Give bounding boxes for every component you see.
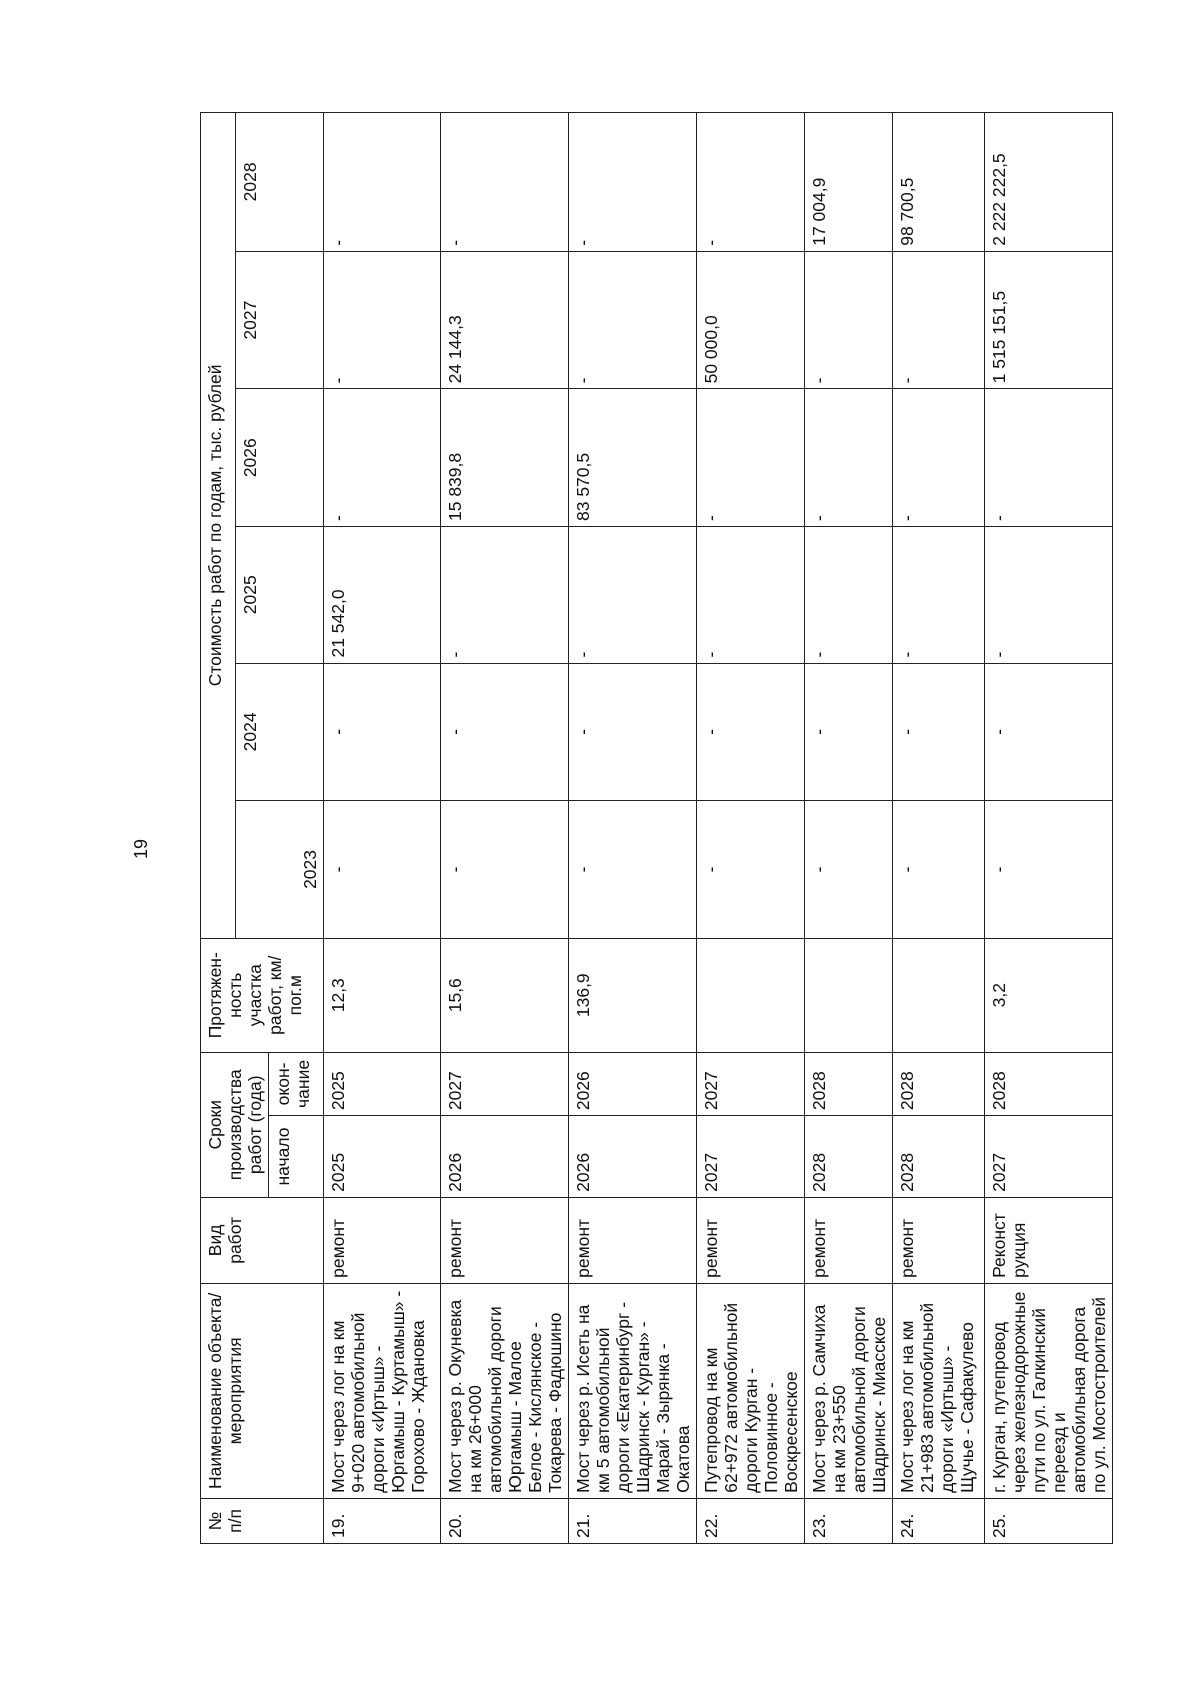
header-start: начало	[269, 1116, 324, 1198]
row-object-name: г. Курган, путепровод через железнодорожные пути по ул. Галкинский переезд и автомобильная дорога по ул. Мостостроителей	[985, 1283, 1113, 1498]
row-cost-2024: -	[893, 663, 985, 801]
row-number: 23.	[805, 1498, 893, 1543]
header-year-2025: 2025	[236, 527, 324, 664]
row-length	[805, 938, 893, 1052]
row-end-year: 2027	[697, 1052, 805, 1115]
header-name: Наименование объекта/ мероприятия	[201, 1283, 324, 1498]
row-length: 136,9	[569, 938, 697, 1052]
row-object-name: Мост через р. Самчиха на км 23+550 автомобильной дороги Шадринск - Миасское	[805, 1283, 893, 1498]
row-length: 12,3	[324, 938, 441, 1052]
row-length	[697, 938, 805, 1052]
header-year-2024: 2024	[236, 663, 324, 801]
header-type: Вид работ	[201, 1197, 324, 1283]
row-cost-2026: 83 570,5	[569, 389, 697, 527]
row-start-year: 2026	[569, 1116, 697, 1198]
row-cost-2027: -	[893, 251, 985, 389]
header-year-2026: 2026	[236, 389, 324, 527]
row-work-type: ремонт	[569, 1197, 697, 1283]
row-cost-2023: -	[893, 801, 985, 939]
row-number: 19.	[324, 1498, 441, 1543]
row-cost-2024: -	[324, 663, 441, 801]
table-header	[201, 113, 324, 1544]
row-end-year: 2027	[441, 1052, 569, 1115]
row-cost-2023: -	[985, 801, 1113, 939]
row-cost-2028: -	[569, 113, 697, 252]
row-cost-2026: 15 839,8	[441, 389, 569, 527]
row-cost-2028: -	[697, 113, 805, 252]
row-cost-2025: -	[569, 527, 697, 664]
header-year-2027: 2027	[236, 251, 324, 389]
row-cost-2027: -	[569, 251, 697, 389]
header-year-2028: 2028	[236, 113, 324, 252]
header-year-2023: 2023	[236, 801, 324, 939]
row-work-type: ремонт	[893, 1197, 985, 1283]
row-cost-2028: -	[441, 113, 569, 252]
row-cost-2024: -	[569, 663, 697, 801]
row-cost-2023: -	[697, 801, 805, 939]
row-cost-2026: -	[697, 389, 805, 527]
row-start-year: 2027	[697, 1116, 805, 1198]
row-cost-2023: -	[569, 801, 697, 939]
rotated-table-container	[200, 112, 1109, 1544]
row-cost-2023: -	[324, 801, 441, 939]
table-row	[805, 113, 893, 1544]
row-object-name: Мост через р. Окуневка на км 26+000 автомобильной дороги Юргамыш - Малое Белое - Кислянское - Токарева - Фадюшино	[441, 1283, 569, 1498]
row-cost-2025: -	[697, 527, 805, 664]
row-number: 21.	[569, 1498, 697, 1543]
row-number: 20.	[441, 1498, 569, 1543]
row-length	[893, 938, 985, 1052]
row-length: 15,6	[441, 938, 569, 1052]
header-period-group: Сроки производства работ (года)	[201, 1052, 269, 1197]
row-end-year: 2025	[324, 1052, 441, 1115]
header-number: № п/п	[201, 1498, 324, 1543]
page-number: 19	[131, 838, 151, 860]
row-start-year: 2028	[893, 1116, 985, 1198]
row-object-name: Мост через лог на км 9+020 автомобильной дороги «Иртыш» - Юргамыш - Куртамыш» - Горохово - Ждановка	[324, 1283, 441, 1498]
row-cost-2025: -	[985, 527, 1113, 664]
row-end-year: 2026	[569, 1052, 697, 1115]
row-cost-2023: -	[441, 801, 569, 939]
row-start-year: 2026	[441, 1116, 569, 1198]
row-cost-2024: -	[805, 663, 893, 801]
row-cost-2025: -	[441, 527, 569, 664]
row-cost-2028: 98 700,5	[893, 113, 985, 252]
row-object-name: Мост через р. Исеть на км 5 автомобильной дороги «Екатеринбург - Шадринск - Курган» - Марай - Зырянка - Окатова	[569, 1283, 697, 1498]
row-cost-2027: 24 144,3	[441, 251, 569, 389]
row-work-type: ремонт	[805, 1197, 893, 1283]
row-cost-2026: -	[324, 389, 441, 527]
row-object-name: Мост через лог на км 21+983 автомобильной дороги «Иртыш» - Щучье - Сафакулево	[893, 1283, 985, 1498]
row-number: 25.	[985, 1498, 1113, 1543]
table-row	[324, 113, 441, 1544]
table-row	[697, 113, 805, 1544]
row-end-year: 2028	[893, 1052, 985, 1115]
row-work-type: ремонт	[324, 1197, 441, 1283]
row-cost-2025: -	[893, 527, 985, 664]
row-cost-2028: 2 222 222,5	[985, 113, 1113, 252]
table-row	[985, 113, 1113, 1544]
row-cost-2026: -	[893, 389, 985, 527]
table-row	[893, 113, 985, 1544]
row-cost-2025: -	[805, 527, 893, 664]
row-cost-2028: -	[324, 113, 441, 252]
row-cost-2027: -	[805, 251, 893, 389]
row-number: 22.	[697, 1498, 805, 1543]
table-row	[569, 113, 697, 1544]
row-work-type: ремонт	[441, 1197, 569, 1283]
row-start-year: 2028	[805, 1116, 893, 1198]
table-row	[441, 113, 569, 1544]
row-cost-2026: -	[805, 389, 893, 527]
row-end-year: 2028	[805, 1052, 893, 1115]
header-length: Протяжен-ность участка работ, км/пог.м	[201, 938, 324, 1052]
header-end: окон-чание	[269, 1052, 324, 1115]
row-number: 24.	[893, 1498, 985, 1543]
row-object-name: Путепровод на км 62+972 автомобильной дороги Курган - Половинное - Воскресенское	[697, 1283, 805, 1498]
header-cost-group: Стоимость работ по годам, тыс. рублей	[201, 113, 236, 939]
row-start-year: 2025	[324, 1116, 441, 1198]
row-cost-2023: -	[805, 801, 893, 939]
row-cost-2026: -	[985, 389, 1113, 527]
row-end-year: 2028	[985, 1052, 1113, 1115]
row-length: 3,2	[985, 938, 1113, 1052]
row-work-type: ремонт	[697, 1197, 805, 1283]
row-cost-2028: 17 004,9	[805, 113, 893, 252]
row-cost-2027: 1 515 151,5	[985, 251, 1113, 389]
row-cost-2024: -	[985, 663, 1113, 801]
row-cost-2024: -	[697, 663, 805, 801]
row-start-year: 2027	[985, 1116, 1113, 1198]
row-cost-2027: 50 000,0	[697, 251, 805, 389]
row-cost-2027: -	[324, 251, 441, 389]
works-table	[200, 112, 1113, 1544]
table-body	[324, 113, 1113, 1544]
row-cost-2024: -	[441, 663, 569, 801]
row-work-type: Реконст рукция	[985, 1197, 1113, 1283]
row-cost-2025: 21 542,0	[324, 527, 441, 664]
